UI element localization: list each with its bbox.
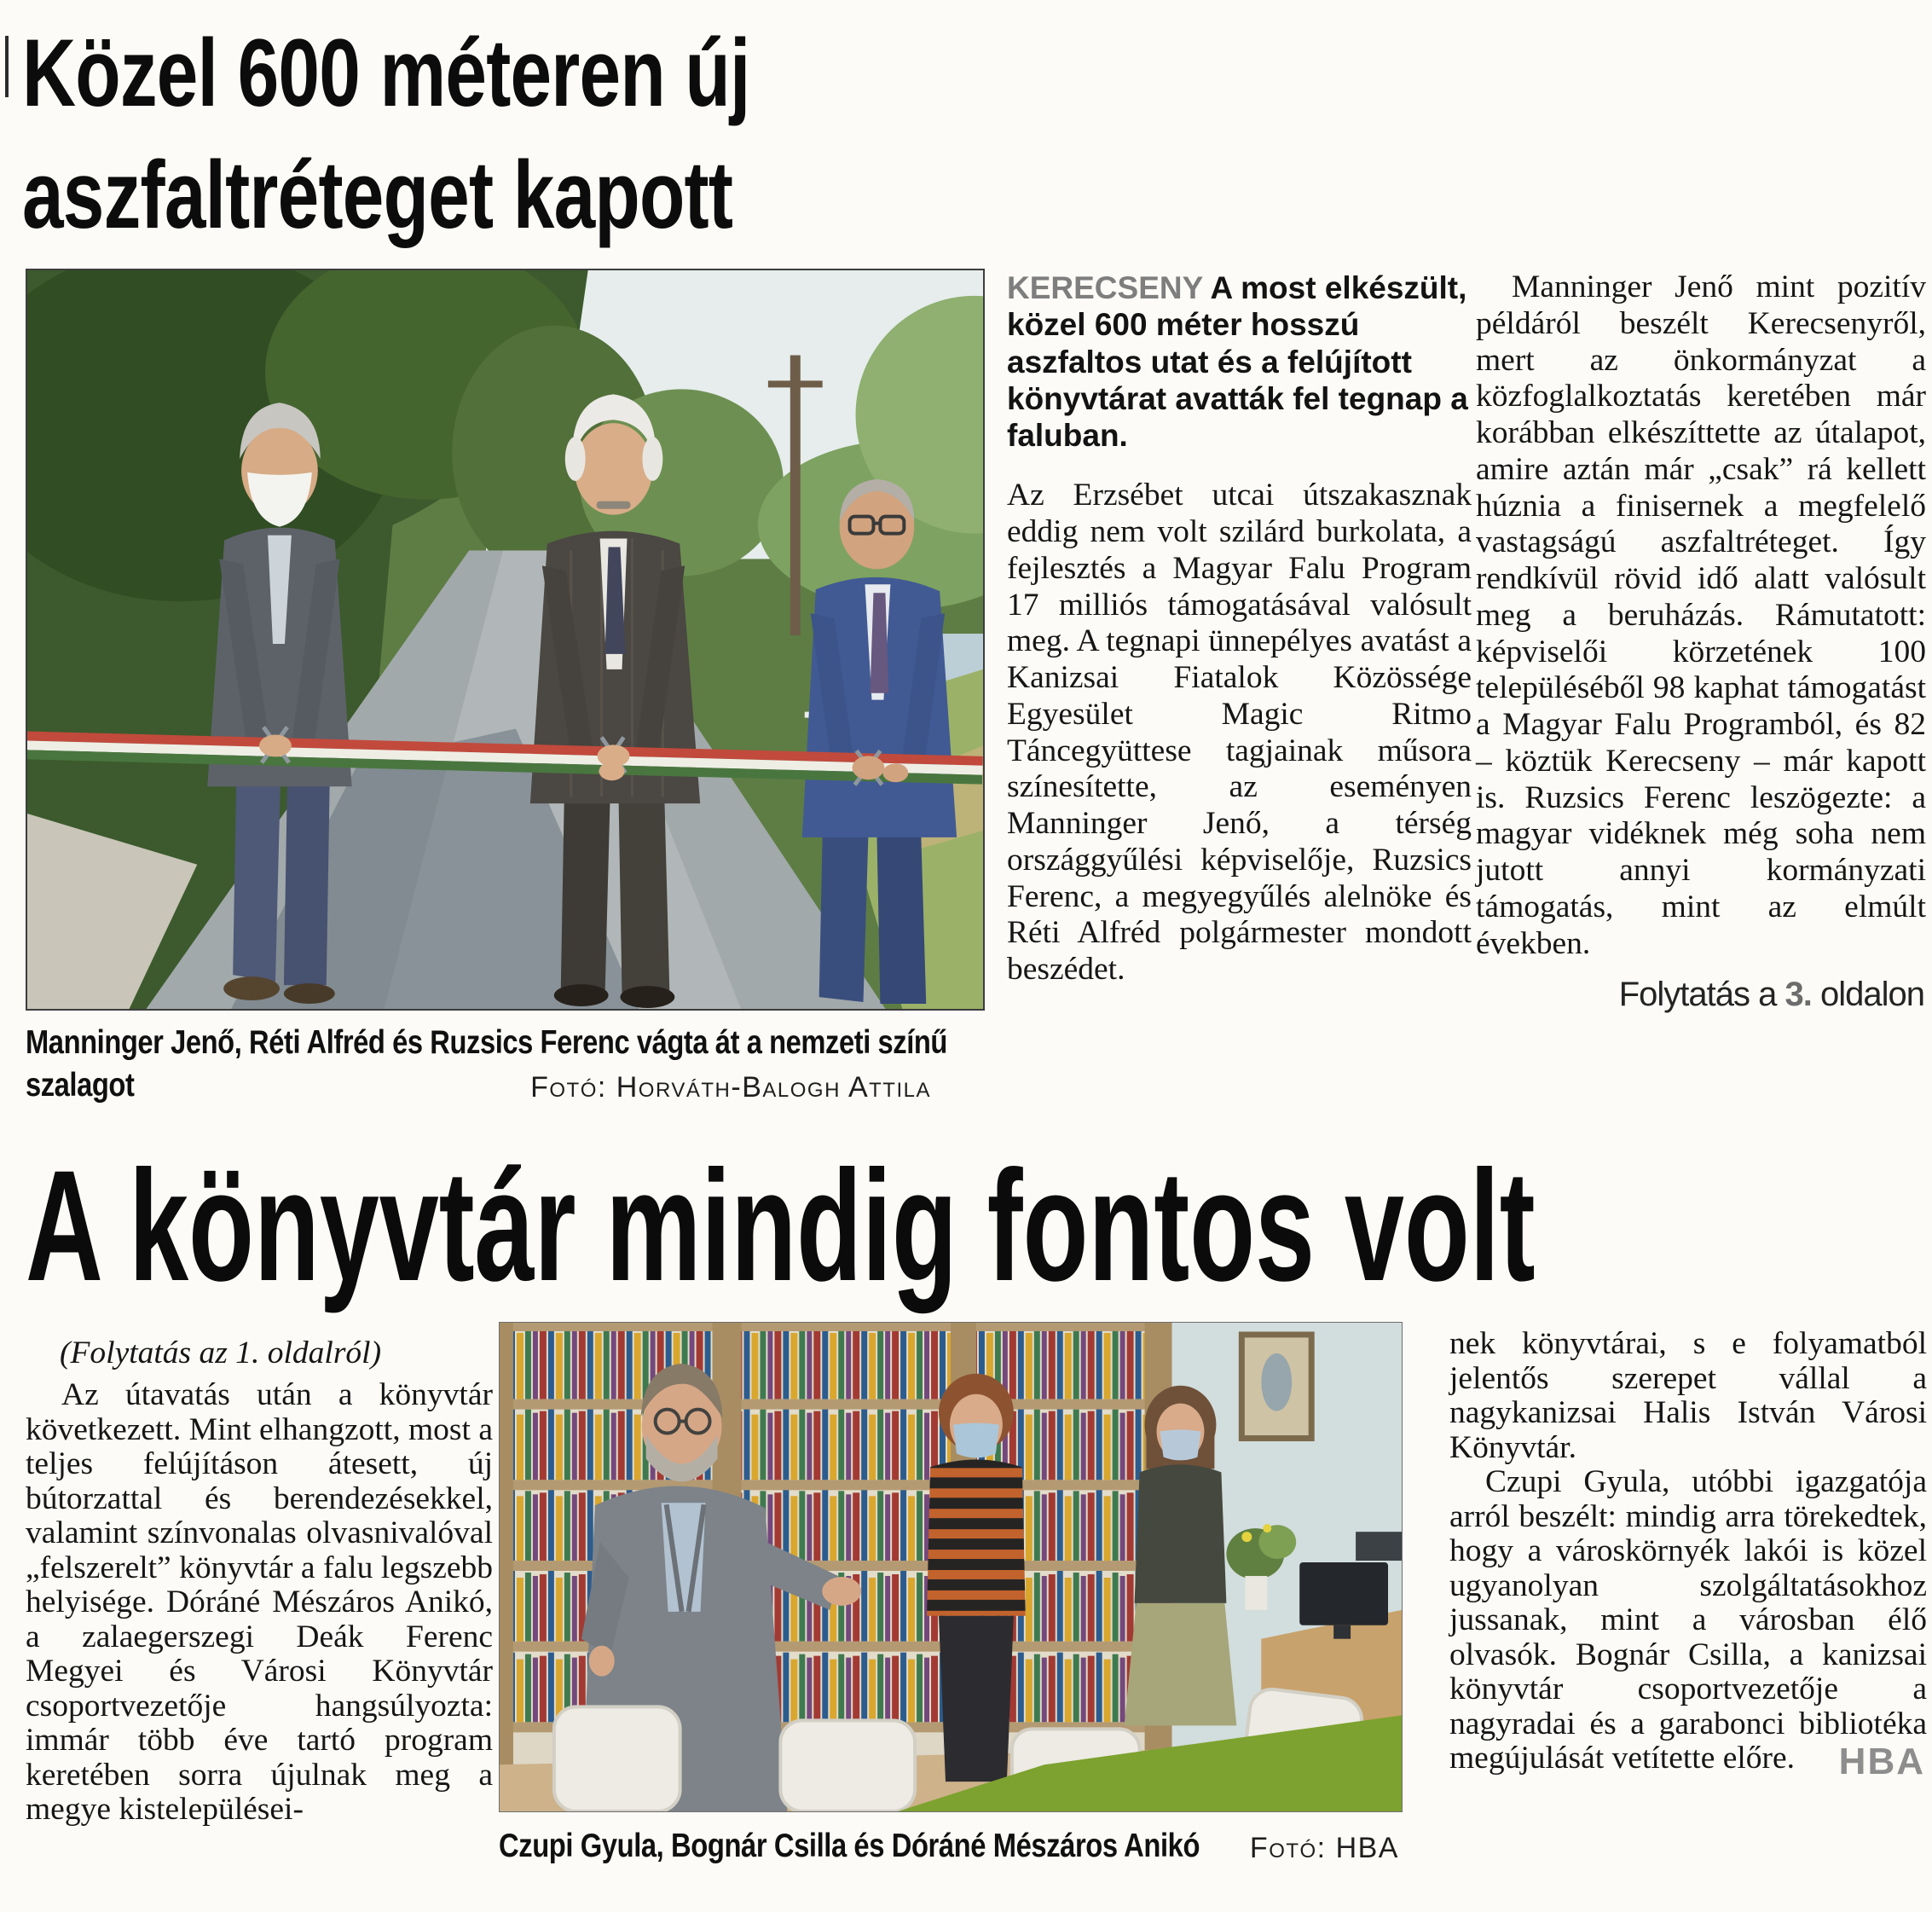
body-paragraph: nek könyvtárai, s e folyamatból jelentős szerepet vállal a nagykanizsai Halis István Városi Könyvtár. — [1449, 1326, 1927, 1465]
ribbon-cutting-photo — [26, 269, 985, 1011]
continuation-suffix: oldalon — [1819, 976, 1924, 1014]
photo-credit: Fotó: HBA — [1249, 1832, 1399, 1864]
caption-text: Manninger Jenő, Réti Alfréd és Ruzsics Ferenc vágta át a nemzeti színű szalagot — [26, 1024, 947, 1104]
location-tag: KERECSENY — [1007, 270, 1203, 305]
article2-column-left — [26, 1336, 493, 1828]
photo-credit: Fotó: Horváth-Balogh Attila — [530, 1071, 931, 1104]
lede-text: A most elkészült, közel 600 méter hosszú aszfaltos utat és a felújított könyvtárat avatták fel tegnap a faluban. — [1007, 270, 1468, 454]
author-initials: HBA — [1838, 1740, 1925, 1782]
body-paragraph: Az útavatás után a könyvtár következett. Mint elhangzott, most a teljes felújításon átesett, új bútorzattal és berendezésekkel, valamint színvonalas olvasnivalóval „felszerelt” könyvtár a falu legszebb helyisége. Dóráné Mészáros Anikó, a zalaegerszegi Deák Ferenc Megyei és Városi Könyvtár csoportvezetője hangsúlyozta: immár több éve tartó program keretében sorra újulnak meg a megye kistelepülései- — [26, 1377, 493, 1827]
library-illustration — [500, 1323, 1402, 1811]
library-photo — [499, 1322, 1403, 1812]
ribbon-cutting-illustration — [27, 270, 983, 1009]
article2-column-right — [1449, 1327, 1927, 1783]
face-mask — [1160, 1430, 1201, 1461]
continued-from-note: (Folytatás az 1. oldalról) — [60, 1336, 382, 1370]
photo-caption-1 — [26, 1022, 987, 1107]
headline-road: Közel 600 méteren új aszfaltréteget kapott — [22, 20, 750, 249]
photo-caption-2 — [499, 1827, 1403, 1867]
headline-library: A könyvtár mindig fontos volt — [26, 1139, 1536, 1314]
continuation-page-number: 3. — [1784, 976, 1812, 1014]
body-paragraph: Az Erzsébet utcai útszakasznak eddig nem volt szilárd burkolata, a fejlesztés a Magyar Falu Program 17 milliós támogatásával valósult meg. A tegnapi ünnepélyes avatást a Kanizsai Fiatalok Közössége Egyesület Magic Ritmo Táncegyüttese tagjainak műsora színesítette, az eseményen Manninger Jenő, a térség országgyűlési képviselője, Ruzsics Ferenc, a megyegyűlés alelnöke és Réti Alfréd polgármester mondott beszédet. — [1007, 478, 1472, 988]
lede-paragraph — [1007, 269, 1472, 454]
article1-column-right — [1476, 269, 1926, 1014]
face-mask — [953, 1423, 999, 1458]
caption-text: Czupi Gyula, Bognár Csilla és Dóráné Mészáros Anikó — [499, 1828, 1200, 1864]
continuation-note — [1476, 976, 1924, 1014]
scan-artifact — [5, 36, 9, 97]
article1-column-middle — [1007, 269, 1472, 988]
body-paragraph: Czupi Gyula, utóbbi igazgatója arról beszélt: mindig arra törekedtek, hogy a városkörnyék lakói is közel ugyanolyan szolgáltatásokhoz jussanak, mint a városban élő olvasók. Bognár Csilla, a kanizsai könyvtár csoportvezetője a nagyradai és a garabonci bibliotéka megújulását vetítette előre. — [1449, 1464, 1927, 1776]
continuation-prefix: Folytatás a — [1618, 976, 1777, 1014]
computer-monitor — [1299, 1562, 1388, 1625]
body-paragraph: Manninger Jenő mint pozitív példáról beszélt Kerecsenyről, mert az önkormányzat a közfoglalkoztatás keretében már korábban elkészíttette az útalapot, amire aztán már „csak” rá kellett húznia a finisernek a megfelelő vastagságú aszfaltréteget. Így rendkívül rövid idő alatt valósult meg a beruházás. Rámutatott: képviselői körzetének 100 településéből 98 kaphat támogatást a Magyar Falu Programból, és 82 – köztük Kerecseny – már kapott is. Ruzsics Ferenc leszögezte: a magyar vidéknek még soha nem jutott annyi kormányzati támogatás, mint az elmúlt években. — [1476, 269, 1926, 961]
